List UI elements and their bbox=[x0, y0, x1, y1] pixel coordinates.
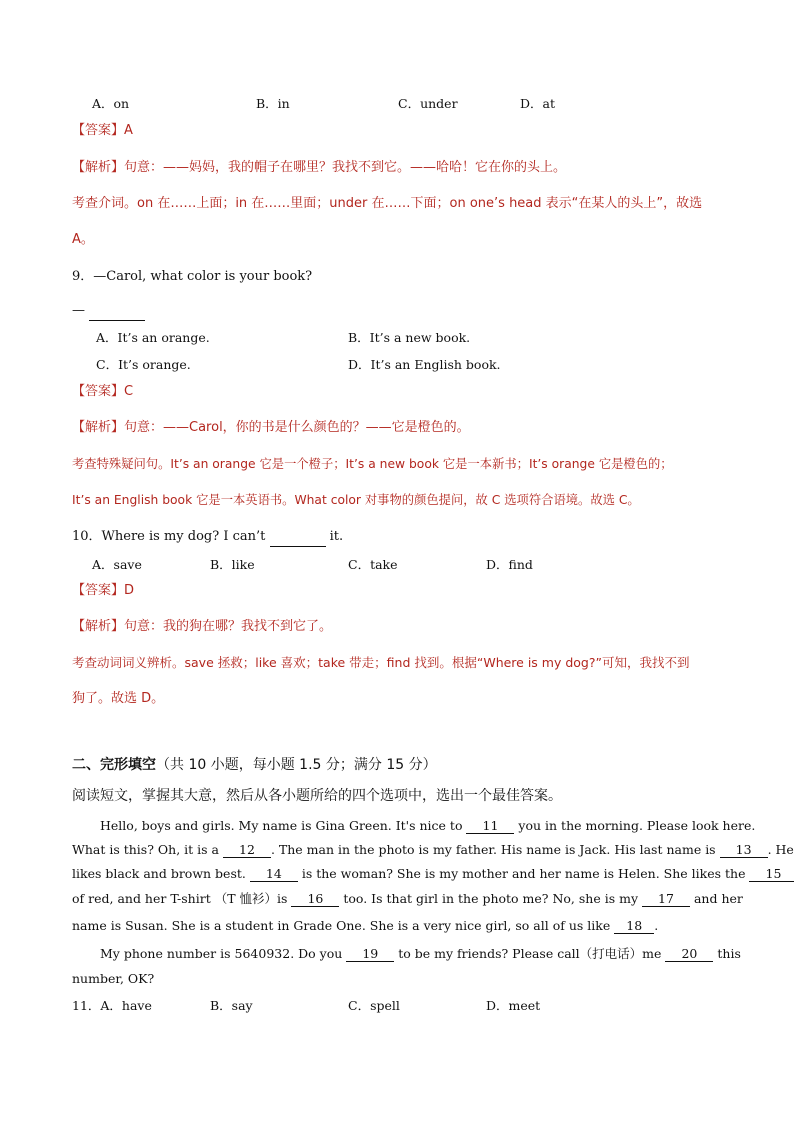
q9-option-a: A．It’s an orange. bbox=[96, 330, 210, 345]
answer-label: 【答案】 bbox=[72, 583, 125, 598]
passage-line-1 bbox=[100, 817, 755, 835]
q10-analysis-line2: 考查动词词义辨析。save 拯救；like 喜欢；take 带走；find 找到。根据“Where is my dog?”可知，我找不到 bbox=[72, 655, 690, 670]
passage-line-2 bbox=[72, 841, 794, 859]
q8-option-a: A．on bbox=[92, 96, 130, 111]
text: too. Is that girl in the photo me? No, she is my bbox=[339, 891, 642, 906]
q11-option-c: C．spell bbox=[348, 998, 400, 1013]
q9-option-b: B．It’s a new book. bbox=[348, 330, 471, 345]
answer-blank bbox=[270, 528, 326, 547]
blank-13: 13 bbox=[720, 843, 768, 858]
analysis-label: 【解析】 bbox=[72, 619, 125, 634]
q10-stem bbox=[72, 528, 343, 547]
q11-option-d: D．meet bbox=[486, 998, 541, 1013]
q9-analysis-line3: It’s an English book 它是一本英语书。What color 对事物的颜色提问，故 C 选项符合语境。故选 C。 bbox=[72, 493, 640, 507]
q10-analysis-line3: 狗了。故选 D。 bbox=[72, 691, 165, 706]
analysis-label: 【解析】 bbox=[72, 420, 125, 435]
answer-label: 【答案】 bbox=[72, 384, 125, 399]
text: My phone number is 5640932. Do you bbox=[100, 946, 347, 961]
text: likes black and brown best. bbox=[72, 866, 250, 881]
dash: — bbox=[72, 303, 85, 318]
text: . bbox=[654, 918, 659, 933]
blank-15: 15 bbox=[749, 867, 794, 882]
answer-blank bbox=[89, 302, 145, 321]
text: Hello, boys and girls. My name is Gina Green. It's nice to bbox=[100, 818, 467, 833]
text: you in the morning. Please look here. bbox=[514, 818, 756, 833]
text: name is Susan. She is a student in Grade One. She is a very nice girl, so all of us like bbox=[72, 918, 615, 933]
passage-line-5 bbox=[72, 917, 658, 935]
blank-17: 17 bbox=[642, 892, 690, 907]
q8-analysis-line3: A。 bbox=[72, 232, 94, 247]
q11-option-a: 11．A．have bbox=[72, 998, 152, 1013]
q8-analysis-line2: 考查介词。on 在……上面；in 在……里面；under 在……下面；on one’s head 表示“在某人的头上”，故选 bbox=[72, 196, 703, 211]
answer-label: 【答案】 bbox=[72, 123, 125, 138]
passage2-line-2: number, OK? bbox=[72, 971, 155, 986]
passage-line-4 bbox=[72, 890, 743, 908]
text: this bbox=[713, 946, 741, 961]
q9-analysis-line2: 考查特殊疑问句。It’s an orange 它是一个橙子；It’s a new book 它是一本新书；It’s orange 它是橙色的； bbox=[72, 457, 673, 471]
answer-value: D bbox=[124, 583, 135, 598]
section-instruction: 阅读短文，掌握其大意，然后从各小题所给的四个选项中，选出一个最佳答案。 bbox=[72, 788, 562, 804]
q8-option-b: B．in bbox=[256, 96, 290, 111]
analysis-text: 句意：——妈妈，我的帽子在哪里？我找不到它。——哈哈！它在你的头上。 bbox=[124, 160, 567, 175]
text: . He bbox=[767, 842, 794, 857]
section-note: （共 10 小题，每小题 1.5 分；满分 15 分） bbox=[156, 757, 437, 773]
blank-20: 20 bbox=[665, 947, 713, 962]
q8-option-c: C．under bbox=[398, 96, 458, 111]
text: and her bbox=[690, 891, 743, 906]
blank-16: 16 bbox=[291, 892, 339, 907]
blank-11: 11 bbox=[466, 819, 514, 834]
text: What is this? Oh, it is a bbox=[72, 842, 223, 857]
analysis-text: 句意：我的狗在哪？我找不到它了。 bbox=[124, 619, 333, 634]
q10-option-d: D．find bbox=[486, 557, 533, 572]
q8-analysis-meaning bbox=[72, 159, 566, 177]
q11-option-b: B．say bbox=[210, 998, 253, 1013]
text: of red, and her T-shirt （T 恤衫）is bbox=[72, 891, 292, 906]
q10-option-b: B．like bbox=[210, 557, 255, 572]
analysis-text: 句意：——Carol，你的书是什么颜色的？——它是橙色的。 bbox=[124, 420, 470, 435]
q9-option-c: C．It’s orange. bbox=[96, 357, 191, 372]
q8-option-d: D．at bbox=[520, 96, 555, 111]
q9-analysis-meaning bbox=[72, 419, 470, 437]
q9-response-line bbox=[72, 302, 145, 321]
text: is the woman? She is my mother and her name is Helen. She likes the bbox=[297, 866, 750, 881]
q10-stem-after: it. bbox=[325, 529, 344, 544]
blank-14: 14 bbox=[250, 867, 298, 882]
passage-line-3 bbox=[72, 865, 794, 883]
text: . The man in the photo is my father. His name is Jack. His last name is bbox=[270, 842, 720, 857]
q9-answer-line bbox=[72, 383, 133, 401]
section-heading bbox=[72, 756, 437, 774]
answer-value: A bbox=[124, 123, 133, 138]
blank-18: 18 bbox=[614, 919, 654, 934]
blank-12: 12 bbox=[223, 843, 271, 858]
q10-analysis-meaning bbox=[72, 618, 332, 636]
passage2-line-1 bbox=[100, 945, 741, 963]
q9-stem: 9．—Carol, what color is your book? bbox=[72, 269, 313, 284]
q10-answer-line bbox=[72, 582, 134, 600]
blank-19: 19 bbox=[346, 947, 394, 962]
section-title: 二、完形填空 bbox=[72, 757, 156, 773]
q8-answer-line bbox=[72, 122, 133, 140]
q10-option-a: A．save bbox=[92, 557, 142, 572]
answer-value: C bbox=[124, 384, 134, 399]
text: to be my friends? Please call（打电话）me bbox=[394, 946, 666, 961]
q9-option-d: D．It’s an English book. bbox=[348, 357, 501, 372]
q10-option-c: C．take bbox=[348, 557, 398, 572]
analysis-label: 【解析】 bbox=[72, 160, 125, 175]
q10-stem-before: 10．Where is my dog? I can’t bbox=[72, 529, 270, 544]
